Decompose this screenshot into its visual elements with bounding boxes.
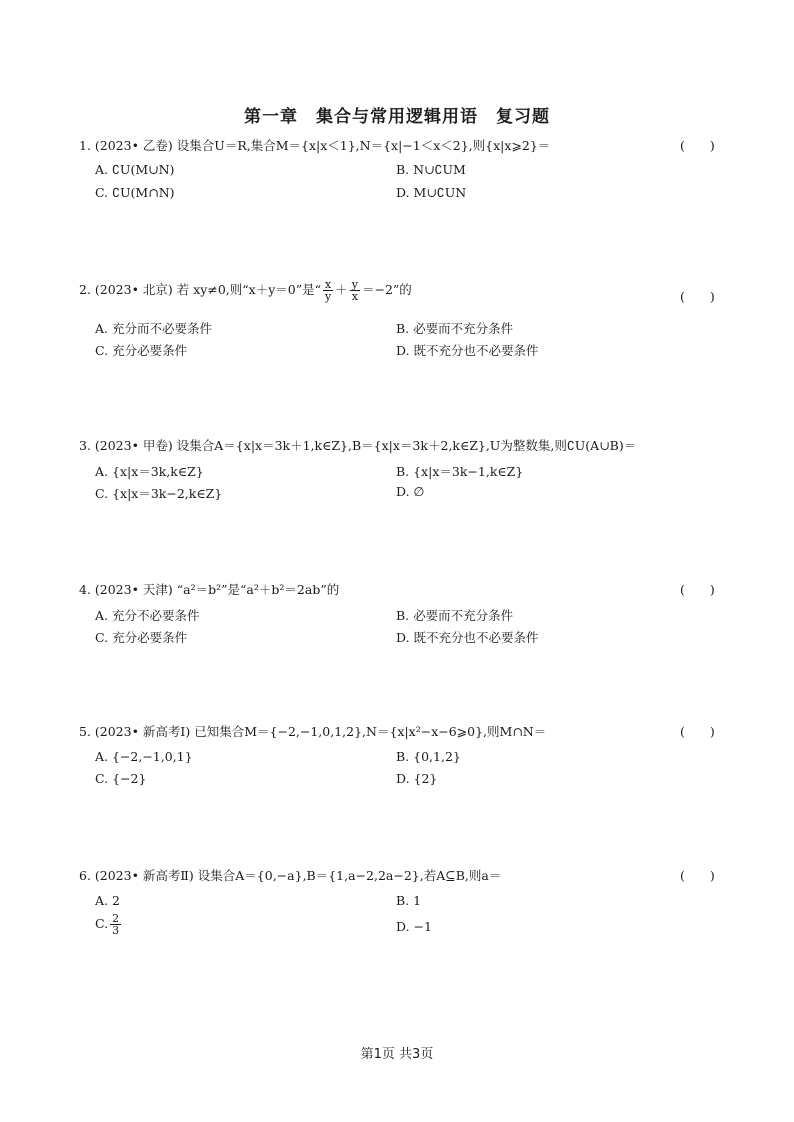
option-c: C. {−2} bbox=[95, 771, 147, 786]
answer-parentheses: ( ) bbox=[680, 724, 715, 739]
option-d: D. 既不充分也不必要条件 bbox=[396, 343, 539, 358]
option-b: B. {0,1,2} bbox=[396, 749, 461, 764]
option-c: C. 充分必要条件 bbox=[95, 630, 188, 645]
fraction-denominator: y bbox=[325, 290, 332, 303]
fraction-y-over-x bbox=[350, 279, 360, 302]
question-stem: 3. (2023• 甲卷) 设集合A＝{x|x＝3k＋1,k∈Z},B＝{x|x＝3k＋2,k∈Z},U为整数集,则∁U(A∪B)＝ bbox=[79, 438, 637, 453]
option-a: A. 充分而不必要条件 bbox=[95, 321, 212, 336]
option-b: B. 1 bbox=[396, 893, 422, 908]
option-a: A. 2 bbox=[95, 893, 120, 908]
option-b: B. 必要而不充分条件 bbox=[396, 608, 514, 623]
fraction-two-thirds bbox=[110, 913, 121, 936]
option-c: C. 充分必要条件 bbox=[95, 343, 188, 358]
option-a: A. ∁U(M∪N) bbox=[95, 162, 175, 177]
option-label: C. bbox=[95, 916, 109, 931]
page-title: 第一章 集合与常用逻辑用语 复习题 bbox=[244, 107, 550, 127]
option-d: D. 既不充分也不必要条件 bbox=[396, 630, 539, 645]
answer-parentheses: ( ) bbox=[680, 138, 715, 153]
fraction-numerator: y bbox=[351, 278, 358, 291]
option-b: B. N∪∁UM bbox=[396, 162, 466, 177]
fraction-denominator: x bbox=[351, 290, 358, 303]
fraction-x-over-y bbox=[323, 279, 333, 302]
fraction-numerator: x bbox=[325, 278, 332, 291]
answer-parentheses: ( ) bbox=[680, 868, 715, 883]
stem-text: 2. (2023• 北京) 若 xy≠0,则“x＋y＝0”是“ bbox=[79, 282, 322, 297]
option-b: B. {x|x＝3k−1,k∈Z} bbox=[396, 464, 524, 479]
plus-sign: ＋ bbox=[335, 282, 348, 297]
fraction-numerator: 2 bbox=[112, 912, 120, 925]
question-stem: 4. (2023• 天津) “a²＝b²”是“a²＋b²＝2ab”的 bbox=[79, 582, 340, 597]
fraction-denominator: 3 bbox=[112, 924, 120, 937]
question-stem: 1. (2023• 乙卷) 设集合U＝R,集合M＝{x|x＜1},N＝{x|−1＜x＜2},则{x|x⩾2}＝ bbox=[79, 138, 551, 153]
page-footer: 第1页 共3页 bbox=[360, 1047, 434, 1062]
option-d: D. {2} bbox=[396, 771, 438, 786]
answer-parentheses: ( ) bbox=[680, 582, 715, 597]
option-c: C. ∁U(M∩N) bbox=[95, 185, 175, 200]
option-a: A. {−2,−1,0,1} bbox=[95, 749, 193, 764]
question-stem: 5. (2023• 新高考Ⅰ) 已知集合M＝{−2,−1,0,1,2},N＝{x|x²−x−6⩾0},则M∩N＝ bbox=[79, 724, 547, 739]
option-d: D. −1 bbox=[396, 919, 432, 934]
option-a: A. 充分不必要条件 bbox=[95, 608, 200, 623]
option-d: D. ∅ bbox=[396, 484, 425, 499]
question-stem: 6. (2023• 新高考Ⅱ) 设集合A＝{0,−a},B＝{1,a−2,2a−2},若A⊆B,则a＝ bbox=[79, 868, 502, 883]
option-b: B. 必要而不充分条件 bbox=[396, 321, 514, 336]
stem-text: ＝−2”的 bbox=[361, 282, 412, 297]
option-a: A. {x|x＝3k,k∈Z} bbox=[95, 464, 204, 479]
question-stem bbox=[79, 279, 412, 302]
answer-parentheses: ( ) bbox=[680, 289, 715, 304]
option-c bbox=[95, 913, 123, 936]
option-d: D. M∪∁UN bbox=[396, 185, 467, 200]
option-c: C. {x|x＝3k−2,k∈Z} bbox=[95, 486, 223, 501]
